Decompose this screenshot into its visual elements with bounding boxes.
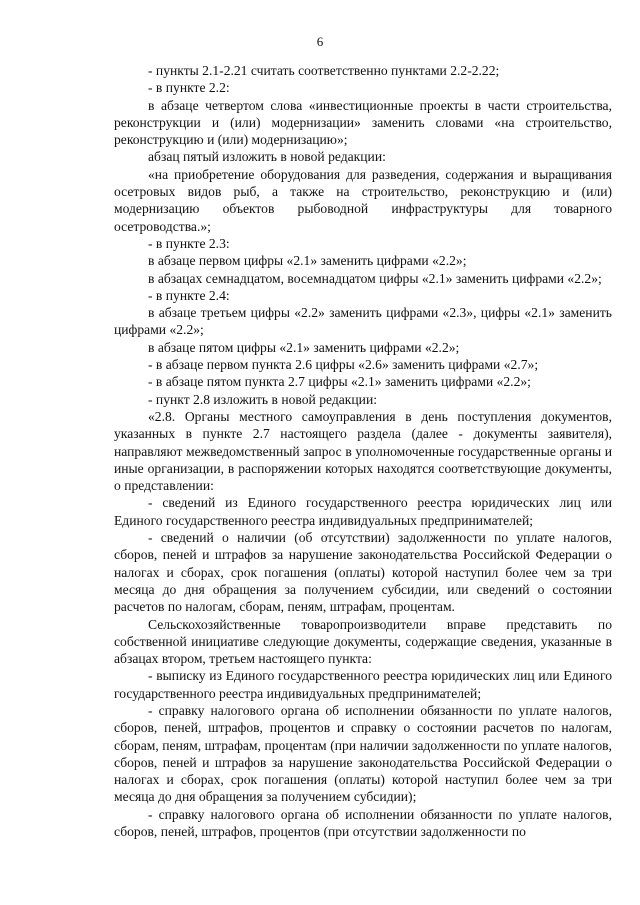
paragraph: - в абзаце пятом пункта 2.7 цифры «2.1» заменить цифрами «2.2»; — [148, 374, 531, 390]
paragraph: - в пункте 2.2: — [148, 80, 230, 96]
paragraph: в абзаце четвертом слова «инвестиционные проекты в части строительства, реконструкции и (или) модернизации» заменить словами «на строительство, реконструкцию и (или) модернизацию»; — [114, 97, 612, 148]
paragraph: - сведений из Единого государственного реестра юридических лиц или Единого государственного реестра индивидуальных предпринимателей; — [114, 495, 612, 528]
document-body — [114, 62, 612, 840]
paragraph: «на приобретение оборудования для разведения, содержания и выращивания осетровых видов рыб, а также на строительство, реконструкцию и (или) модернизацию объектов рыбоводной инфраструктуры для товарного осетроводства.»; — [114, 166, 612, 234]
paragraph: - справку налогового органа об исполнении обязанности по уплате налогов, сборов, пеней, штрафов, процентов и справку о состоянии расчетов по налогам, сборам, пеням, штрафам, процентам (при наличии задолженности по уплате налогов, сборов, пеней и штрафов за нарушение законодательства Российской Федерации о налогах и сборах, срок погашения (оплаты) которой наступил более чем за три месяца до дня обращения за получением субсидии); — [114, 702, 612, 805]
paragraph: в абзаце пятом цифры «2.1» заменить цифрами «2.2»; — [148, 339, 460, 355]
page-number: 6 — [316, 34, 324, 49]
paragraph: - в пункте 2.4: — [148, 287, 230, 303]
paragraph: - справку налогового органа об исполнении обязанности по уплате налогов, сборов, пеней, штрафов, процентов (при отсутствии задолженности по — [114, 806, 612, 840]
paragraph: - пункт 2.8 изложить в новой редакции: — [148, 391, 378, 407]
paragraph: - сведений о наличии (об отсутствии) задолженности по уплате налогов, сборов, пеней и штрафов за нарушение законодательства Российской Федерации о налогах и сборах, срок погашения (оплаты) которой наступил более чем за три месяца до дня обращения за получением субсидии, или сведений о состоянии расчетов по налогам, сборам, пеням, штрафам, процентам. — [114, 530, 612, 615]
paragraph: - в пункте 2.3: — [148, 235, 230, 251]
paragraph: «2.8. Органы местного самоуправления в день поступления документов, указанных в пункте 2.7 настоящего раздела (далее - документы заявителя), направляют межведомственный запрос в уполномоченные государственные органы и иные организации, в распоряжении которых находятся соответствующие документы, о представлении: — [114, 408, 612, 494]
paragraph: - в абзаце первом пункта 2.6 цифры «2.6» заменить цифрами «2.7»; — [148, 357, 539, 373]
paragraph: в абзаце третьем цифры «2.2» заменить цифрами «2.3», цифры «2.1» заменить цифрами «2.2»; — [114, 305, 612, 338]
paragraph: в абзаце первом цифры «2.1» заменить цифрами «2.2»; — [148, 253, 467, 269]
paragraph: в абзацах семнадцатом, восемнадцатом цифры «2.1» заменить цифрами «2.2»; — [148, 270, 602, 286]
paragraph: - пункты 2.1-2.21 считать соответственно пунктами 2.2-2.22; — [148, 63, 500, 78]
paragraph: - выписку из Единого государственного реестра юридических лиц или Единого государственного реестра индивидуальных предпринимателей; — [114, 668, 612, 701]
paragraph: абзац пятый изложить в новой редакции: — [148, 149, 386, 165]
paragraph: Сельскохозяйственные товаропроизводители вправе представить по собственной инициативе следующие документы, содержащие сведения, указанные в абзацах втором, третьем настоящего пункта: — [114, 616, 612, 667]
